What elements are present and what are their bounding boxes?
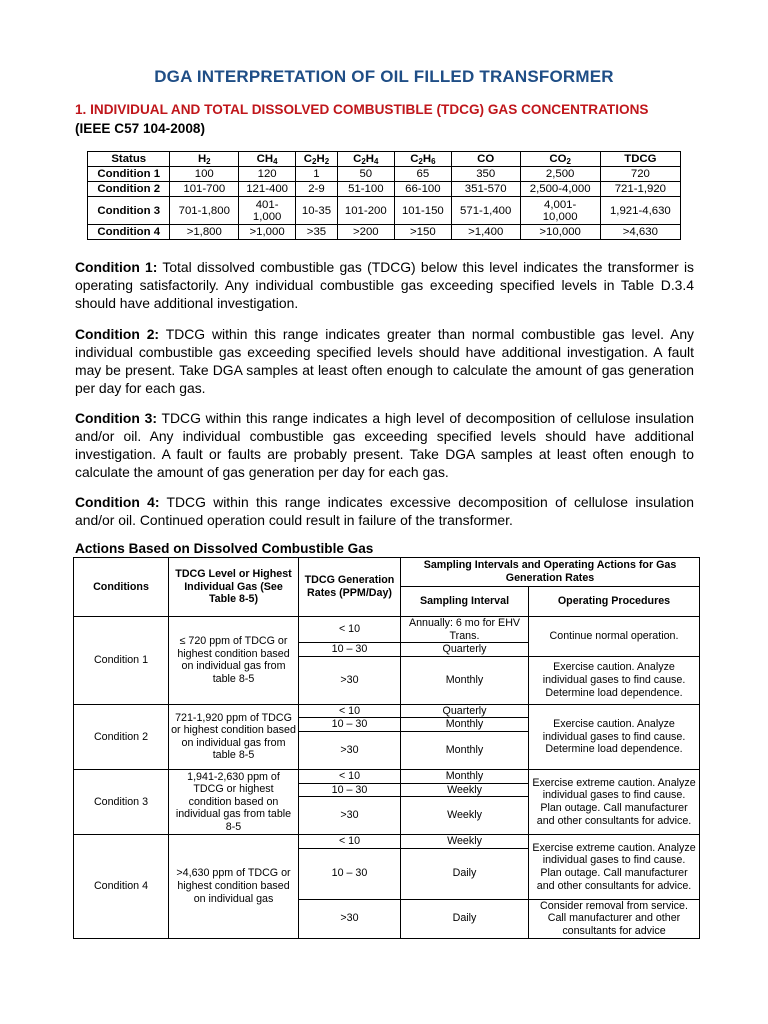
interval-cell: Daily [401,848,529,899]
condition-cell: Condition 4 [74,835,169,938]
cell-c2h4: 50 [337,167,394,182]
cell-c2h6: 66-100 [394,182,451,197]
table-row [88,225,681,240]
table-row [88,167,681,182]
condition-text: TDCG within this range indicates a high level of decomposition of cellulose insulation and/or oil. Any individual combustible gas exceeding specified levels should have additional investigation. A fault or faults are probably present. Take DGA samples at least often enough to calculate the amount of gas generation per day for each gas. [75,410,694,480]
header-c2h4: $C_2H_4$ [337,152,394,167]
header-conditions: Conditions [74,558,169,617]
cell-c2h2: 2-9 [296,182,338,197]
table-row [88,197,681,225]
interval-cell: Daily [401,899,529,938]
section-standard: (IEEE C57 104-2008) [75,121,205,136]
cell-c2h4: 51-100 [337,182,394,197]
cell-h2: 101-700 [170,182,239,197]
condition-label: Condition 3: [75,410,157,426]
header-sampling-interval: Sampling Interval [401,587,529,617]
cell-co2: 2,500 [520,167,600,182]
row-status: Condition 3 [88,197,170,225]
table-row [88,182,681,197]
condition-text: Total dissolved combustible gas (TDCG) below this level indicates the transformer is operating satisfactorily. Any individual combustible gas exceeding specified levels in Table D.3.4 should have additional investigation. [75,259,694,311]
condition-text: TDCG within this range indicates excessive decomposition of cellulose insulation and/or oil. Continued operation could result in failure of the transformer. [75,494,695,528]
cell-co: >1,400 [451,225,520,240]
rate-cell: >30 [299,899,401,938]
procedure-cell: Exercise extreme caution. Analyze individual gases to find cause. Plan outage. Call manufacturer and other consultants for advice. [529,769,700,834]
section-heading: 1. INDIVIDUAL AND TOTAL DISSOLVED COMBUSTIBLE (TDCG) GAS CONCENTRATIONS [75,102,649,117]
condition-cell: Condition 1 [74,617,169,705]
procedure-cell: Continue normal operation. [529,617,700,657]
cell-ch4: 121-400 [239,182,296,197]
cell-h2: >1,800 [170,225,239,240]
procedure-cell: Exercise caution. Analyze individual gases to find cause. Determine load dependence. [529,656,700,704]
row-status: Condition 1 [88,167,170,182]
actions-table [73,557,700,939]
cell-co: 351-570 [451,182,520,197]
rate-cell: < 10 [299,769,401,783]
condition-label: Condition 1: [75,259,158,275]
cell-ch4: 120 [239,167,296,182]
cell-c2h4: 101-200 [337,197,394,225]
procedure-cell: Consider removal from service. Call manufacturer and other consultants for advice [529,899,700,938]
rate-cell: 10 – 30 [299,783,401,797]
procedure-cell: Exercise extreme caution. Analyze individual gases to find cause. Plan outage. Call manufacturer and other consultants for advice. [529,835,700,900]
cell-ch4: 401- 1,000 [239,197,296,225]
table-row [74,617,700,643]
rate-cell: < 10 [299,617,401,643]
header-c2h6: $C_2H_6$ [394,152,451,167]
level-cell: ≤ 720 ppm of TDCG or highest condition based on individual gas from table 8-5 [169,617,299,705]
gas-table-header-row [88,152,681,167]
condition-label: Condition 2: [75,326,160,342]
header-h2: $H_2$ [170,152,239,167]
table-row [74,704,700,718]
rate-cell: >30 [299,731,401,769]
cell-tdcg: 721-1,920 [600,182,680,197]
cell-h2: 701-1,800 [170,197,239,225]
condition-1-paragraph [75,258,694,312]
procedure-cell: Exercise caution. Analyze individual gases to find cause. Determine load dependence. [529,704,700,769]
actions-header-row [74,558,700,587]
header-co2: $CO_2$ [520,152,600,167]
condition-3-paragraph [75,409,694,481]
cell-h2: 100 [170,167,239,182]
interval-cell: Weekly [401,783,529,797]
rate-cell: 10 – 30 [299,643,401,657]
table-row [74,769,700,783]
header-operating-procedures: Operating Procedures [529,587,700,617]
header-ch4: $CH_4$ [239,152,296,167]
rate-cell: >30 [299,797,401,835]
header-sampling-group: Sampling Intervals and Operating Actions for Gas Generation Rates [401,558,700,587]
header-tdcg: TDCG [600,152,680,167]
cell-tdcg: 720 [600,167,680,182]
interval-cell: Quarterly [401,643,529,657]
cell-c2h2: >35 [296,225,338,240]
rate-cell: 10 – 30 [299,718,401,732]
cell-c2h6: 65 [394,167,451,182]
cell-co2: >10,000 [520,225,600,240]
cell-co2: 4,001- 10,000 [520,197,600,225]
header-tdcg-level: TDCG Level or Highest Individual Gas (See Table 8-5) [169,558,299,617]
cell-co2: 2,500-4,000 [520,182,600,197]
condition-2-paragraph [75,325,694,397]
interval-cell: Weekly [401,797,529,835]
cell-co: 571-1,400 [451,197,520,225]
actions-title: Actions Based on Dissolved Combustible Gas [75,541,374,556]
header-status: Status [88,152,170,167]
interval-cell: Monthly [401,731,529,769]
level-cell: 1,941-2,630 ppm of TDCG or highest condition based on individual gas from table 8-5 [169,769,299,834]
rate-cell: < 10 [299,835,401,849]
cell-c2h4: >200 [337,225,394,240]
page-title: DGA INTERPRETATION OF OIL FILLED TRANSFORMER [154,67,614,86]
interval-cell: Quarterly [401,704,529,718]
rate-cell: >30 [299,656,401,704]
cell-tdcg: 1,921-4,630 [600,197,680,225]
header-co: CO [451,152,520,167]
table-row [74,835,700,849]
condition-4-paragraph [75,493,694,529]
header-c2h2: $C_2H_2$ [296,152,338,167]
rate-cell: 10 – 30 [299,848,401,899]
cell-c2h6: 101-150 [394,197,451,225]
interval-cell: Monthly [401,656,529,704]
cell-tdcg: >4,630 [600,225,680,240]
condition-label: Condition 4: [75,494,160,510]
row-status: Condition 2 [88,182,170,197]
row-status: Condition 4 [88,225,170,240]
condition-cell: Condition 2 [74,704,169,769]
interval-cell: Weekly [401,835,529,849]
cell-c2h6: >150 [394,225,451,240]
interval-cell: Monthly [401,769,529,783]
level-cell: 721-1,920 ppm of TDCG or highest condition based on individual gas from table 8-5 [169,704,299,769]
cell-co: 350 [451,167,520,182]
level-cell: >4,630 ppm of TDCG or highest condition based on individual gas [169,835,299,938]
gas-concentration-table [87,151,681,240]
condition-cell: Condition 3 [74,769,169,834]
interval-cell: Annually: 6 mo for EHV Trans. [401,617,529,643]
cell-ch4: >1,000 [239,225,296,240]
cell-c2h2: 1 [296,167,338,182]
cell-c2h2: 10-35 [296,197,338,225]
condition-text: TDCG within this range indicates greater than normal combustible gas level. Any individual combustible gas exceeding specified levels should have additional investigation. A fault may be present. Take DGA samples at least often enough to calculate the amount of gas generation per day for each gas. [75,326,695,396]
header-generation-rates: TDCG Generation Rates (PPM/Day) [299,558,401,617]
rate-cell: < 10 [299,704,401,718]
interval-cell: Monthly [401,718,529,732]
